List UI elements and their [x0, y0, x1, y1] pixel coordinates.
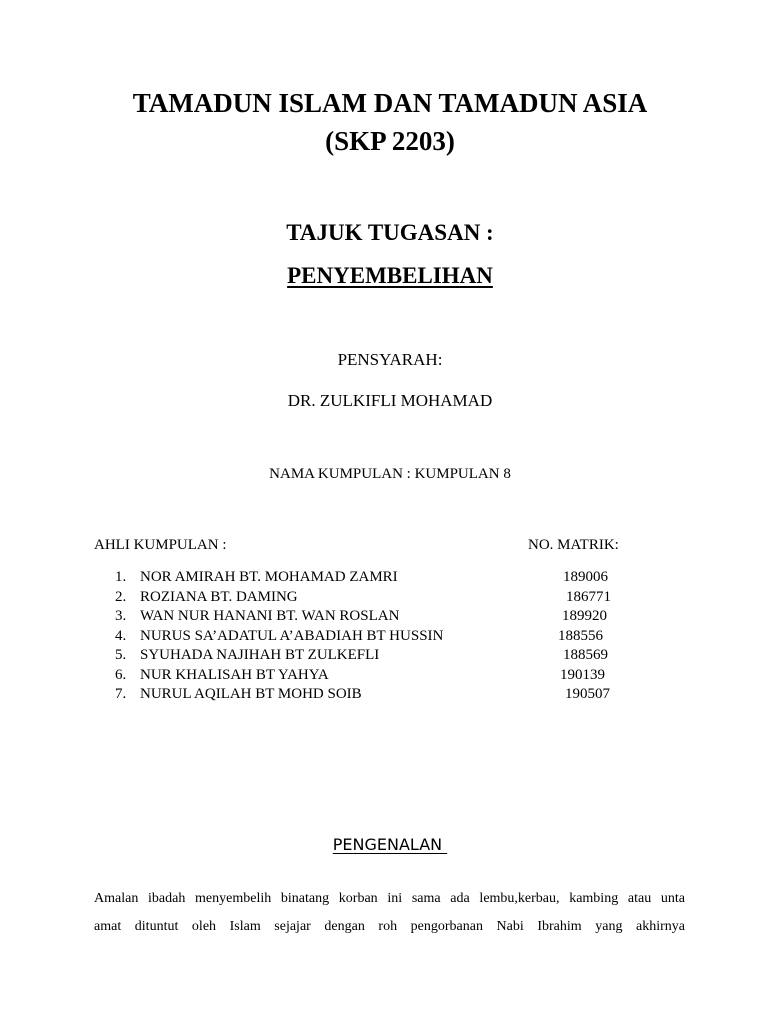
- list-item: [0, 647, 768, 667]
- member-name: NOR AMIRAH BT. MOHAMAD ZAMRI: [140, 569, 398, 585]
- lecturer-label: PENSYARAH:: [337, 350, 443, 369]
- list-item: [0, 589, 768, 609]
- list-item: [0, 608, 768, 628]
- member-number: 1.: [115, 569, 127, 585]
- member-matric: 190139: [560, 666, 605, 683]
- member-list: [0, 569, 768, 706]
- member-number: 3.: [115, 608, 127, 624]
- paragraph-line: Amalan ibadah menyembelih binatang korban ini sama ada lembu,kerbau, kambing atau unta: [94, 891, 685, 906]
- member-number: 7.: [115, 686, 127, 702]
- member-number: 5.: [115, 647, 127, 663]
- member-matric: 186771: [566, 588, 611, 605]
- list-item: [0, 667, 768, 687]
- group-name: NAMA KUMPULAN : KUMPULAN 8: [269, 466, 511, 482]
- list-item: [0, 628, 768, 648]
- member-number: 2.: [115, 588, 127, 605]
- paragraph-line: amat dituntut oleh Islam sejajar dengan roh pengorbanan Nabi Ibrahim yang akhirnya: [94, 919, 685, 934]
- member-number: 4.: [115, 627, 127, 644]
- list-item: [0, 569, 768, 589]
- member-matric: 189920: [562, 608, 607, 624]
- member-matric: 188569: [563, 647, 608, 663]
- member-matric: 189006: [563, 569, 608, 585]
- course-code: (SKP 2203): [325, 126, 455, 156]
- member-number: 6.: [115, 666, 127, 683]
- assignment-topic: PENYEMBELIHAN: [287, 263, 493, 288]
- introduction-paragraph: [94, 885, 685, 941]
- members-label: AHLI KUMPULAN :: [94, 537, 227, 553]
- assignment-title-label: TAJUK TUGASAN :: [286, 220, 494, 245]
- member-name: WAN NUR HANANI BT. WAN ROSLAN: [140, 608, 400, 624]
- member-name: ROZIANA BT. DAMING: [140, 588, 298, 605]
- member-name: NURUS SA’ADATUL A’ABADIAH BT HUSSIN: [140, 627, 444, 644]
- member-name: NURUL AQILAH BT MOHD SOIB: [140, 686, 362, 702]
- list-item: [0, 686, 768, 706]
- member-name: NUR KHALISAH BT YAHYA: [140, 666, 329, 683]
- section-heading: PENGENALAN: [332, 835, 448, 854]
- matric-number-label: NO. MATRIK:: [528, 537, 619, 553]
- course-title: TAMADUN ISLAM DAN TAMADUN ASIA: [132, 88, 648, 118]
- member-matric: 188556: [558, 627, 603, 644]
- lecturer-name: DR. ZULKIFLI MOHAMAD: [287, 391, 493, 410]
- member-matric: 190507: [565, 686, 610, 702]
- member-name: SYUHADA NAJIHAH BT ZULKEFLI: [140, 647, 380, 663]
